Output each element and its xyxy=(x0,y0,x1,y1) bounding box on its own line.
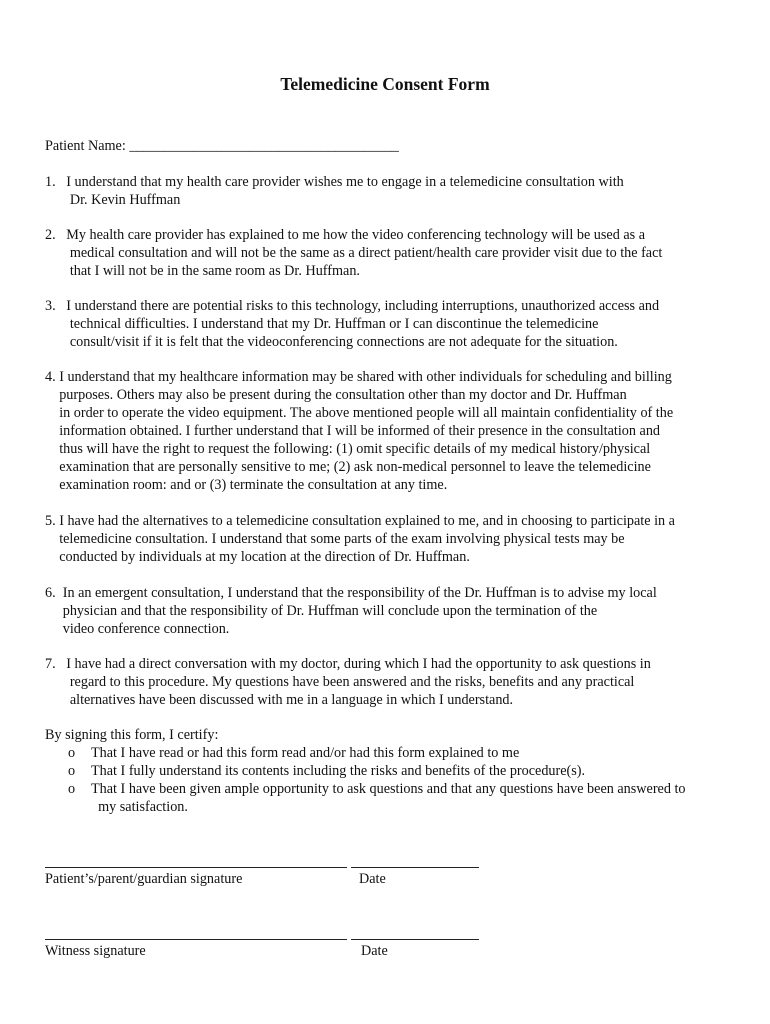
item-line: 2. My health care provider has explained to me how the video conferencing technology will be used as a xyxy=(45,227,646,243)
item-line: technical difficulties. I understand that my Dr. Huffman or I can discontinue the telemedicine xyxy=(45,316,599,332)
witness-signature-line xyxy=(45,939,347,940)
form-title: Telemedicine Consent Form xyxy=(280,74,490,94)
consent-item-2 xyxy=(45,226,735,280)
item-line: 1. I understand that my health care provider wishes me to engage in a telemedicine consultation with xyxy=(45,174,624,190)
certify-intro: By signing this form, I certify: xyxy=(45,727,219,743)
witness-date-label: Date xyxy=(361,943,388,959)
item-line: Dr. Kevin Huffman xyxy=(45,192,181,208)
bullet-marker: o xyxy=(68,745,76,761)
item-line: video conference connection. xyxy=(45,621,230,637)
patient-date-label: Date xyxy=(359,871,386,887)
item-line: 4. I understand that my healthcare information may be shared with other individuals for scheduling and billing xyxy=(45,369,672,385)
bullet-line: That I have been given ample opportunity to ask questions and that any questions have been answered to xyxy=(91,781,686,797)
patient-signature-label: Patient’s/parent/guardian signature xyxy=(45,871,243,887)
bullet-line: my satisfaction. xyxy=(91,799,188,815)
item-line: consult/visit if it is felt that the videoconferencing connections are not adequate for the situation. xyxy=(45,334,618,350)
bullet-line: That I fully understand its contents including the risks and benefits of the procedure(s). xyxy=(91,763,586,779)
item-line: conducted by individuals at my location at the direction of Dr. Huffman. xyxy=(45,549,470,565)
item-line: telemedicine consultation. I understand that some parts of the exam involving physical tests may be xyxy=(45,531,625,547)
certify-list-item xyxy=(68,744,738,762)
bullet-marker: o xyxy=(68,763,76,779)
certify-list-item xyxy=(68,780,738,816)
item-line: medical consultation and will not be the same as a direct patient/health care provider visit due to the fact xyxy=(45,245,663,261)
consent-item-7 xyxy=(45,655,735,709)
bullet-line: That I have read or had this form read and/or had this form explained to me xyxy=(91,745,520,761)
item-line: examination that are personally sensitive to me; (2) ask non-medical personnel to leave the telemedicine xyxy=(45,459,651,475)
witness-signature-label: Witness signature xyxy=(45,943,146,959)
witness-date-line xyxy=(351,939,479,940)
consent-item-3 xyxy=(45,297,735,351)
item-line: alternatives have been discussed with me in a language in which I understand. xyxy=(45,692,514,708)
item-line: information obtained. I further understand that I will be informed of their presence in the consultation and xyxy=(45,423,661,439)
item-line: physician and that the responsibility of Dr. Huffman will conclude upon the termination of the xyxy=(45,603,598,619)
certify-list xyxy=(68,744,738,816)
item-line: that I will not be in the same room as Dr. Huffman. xyxy=(45,263,360,279)
item-line: examination room: and or (3) terminate the consultation at any time. xyxy=(45,477,448,493)
item-line: regard to this procedure. My questions have been answered and the risks, benefits and any practical xyxy=(45,674,635,690)
item-line: 7. I have had a direct conversation with my doctor, during which I had the opportunity to ask questions in xyxy=(45,656,651,672)
item-line: purposes. Others may also be present during the consultation other than my doctor and Dr. Huffman xyxy=(45,387,627,403)
consent-item-4 xyxy=(45,368,735,494)
patient-signature-line xyxy=(45,867,347,868)
item-line: in order to operate the video equipment. The above mentioned people will all maintain confidentiality of the xyxy=(45,405,674,421)
consent-item-6 xyxy=(45,584,735,638)
item-line: 3. I understand there are potential risks to this technology, including interruptions, unauthorized access and xyxy=(45,298,660,314)
item-line: 6. In an emergent consultation, I understand that the responsibility of the Dr. Huffman is to advise my local xyxy=(45,585,657,601)
item-line: 5. I have had the alternatives to a telemedicine consultation explained to me, and in choosing to participate in a xyxy=(45,513,675,529)
consent-item-1 xyxy=(45,173,735,209)
certify-list-item xyxy=(68,762,738,780)
item-line: thus will have the right to request the following: (1) omit specific details of my medical history/physical xyxy=(45,441,651,457)
patient-date-line xyxy=(351,867,479,868)
consent-item-5 xyxy=(45,512,735,566)
bullet-marker: o xyxy=(68,781,76,797)
patient-name-field: Patient Name: ______________________________________ xyxy=(45,138,399,154)
